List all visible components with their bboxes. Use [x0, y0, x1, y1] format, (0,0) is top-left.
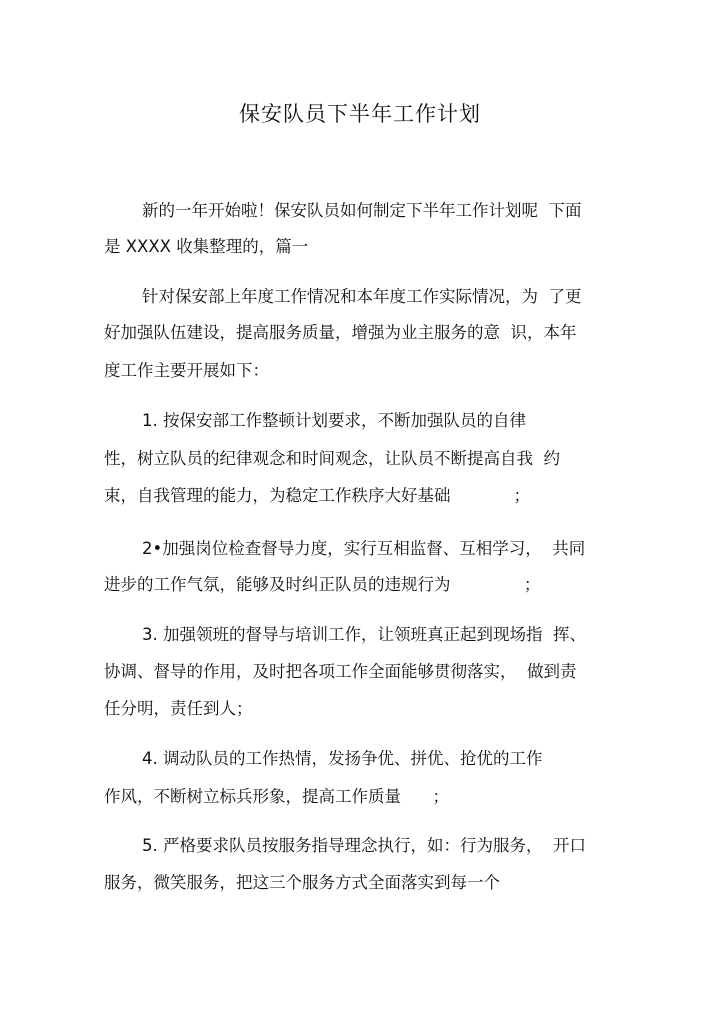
text-line: 服务，微笑服务，把这三个服务方式全面落实到每一个 [104, 873, 500, 892]
text-line: 2•加强岗位检查督导力度，实行互相监督、互相学习， 共同 [142, 539, 586, 558]
document-title: 保安队员下半年工作计划 [239, 102, 481, 126]
text-line: 性，树立队员的纪律观念和时间观念，让队员不断提高自我 约 [104, 449, 560, 468]
text-line: 协调、督导的作用，及时把各项工作全面能够贯彻落实， 做到责 [104, 662, 577, 681]
text-line: 度工作主要开展如下： [104, 361, 269, 380]
text-line: 新的一年开始啦！保安队员如何制定下半年工作计划呢 下面 [142, 201, 582, 220]
text-line: 1. 按保安部工作整顿计划要求，不断加强队员的自律 [142, 411, 526, 430]
text-line: 3. 加强领班的督导与培训工作，让领班真正起到现场指 挥、 [142, 625, 586, 644]
text-line: 束，自我管理的能力，为稳定工作秩序大好基础 ； [104, 486, 530, 505]
text-line: 针对保安部上年度工作情况和本年度工作实际情况，为 了更 [142, 287, 582, 306]
text-line: 好加强队伍建设，提高服务质量，增强为业主服务的意 识，本年 [104, 323, 577, 342]
text-line: 进步的工作气氛，能够及时纠正队员的违规行为 ； [104, 575, 541, 594]
text-line: 是 XXXX 收集整理的，篇一 [104, 237, 309, 256]
text-line: 任分明，责任到人； [104, 699, 253, 718]
text-line: 4. 调动队员的工作热情，发扬争优、拼优、抢优的工作 [142, 749, 543, 768]
text-line: 5. 严格要求队员按服务指导理念执行，如：行为服务， 开口 [142, 836, 586, 855]
text-line: 作风，不断树立标兵形象，提高工作质量 ； [104, 787, 449, 806]
